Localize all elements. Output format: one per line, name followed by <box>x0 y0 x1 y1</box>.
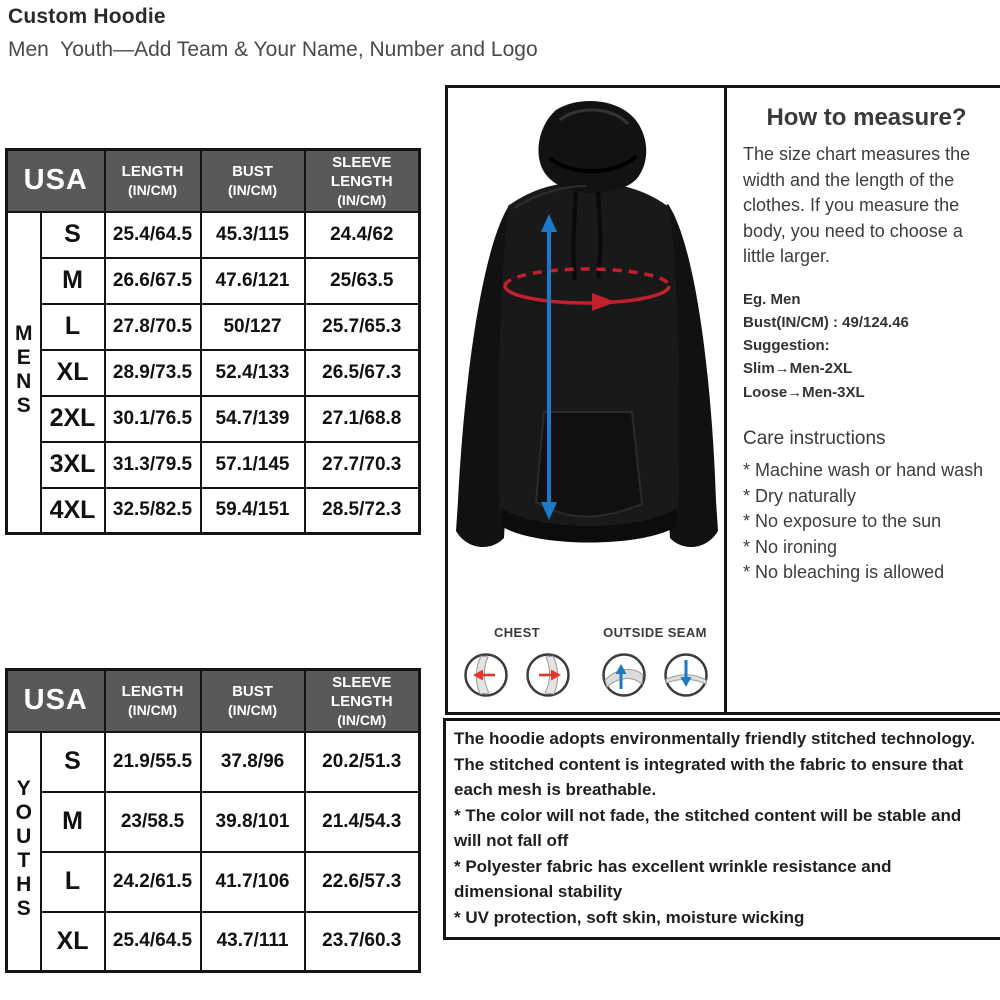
care-item: * No bleaching is allowed <box>743 562 945 583</box>
sleeve-cell: 28.5/72.3 <box>305 488 420 534</box>
length-cell: 32.5/82.5 <box>105 488 201 534</box>
size-cell: 3XL <box>41 442 105 488</box>
table-row <box>7 350 420 396</box>
description-bullet: * The color will not fade, the stitched content will be stable and will not fall off <box>454 805 962 850</box>
measure-example <box>743 288 990 404</box>
bust-cell: 50/127 <box>201 304 305 350</box>
youths-col-bust: BUST (IN/CM) <box>201 670 305 732</box>
care-list <box>743 458 990 586</box>
sleeve-cell: 25.7/65.3 <box>305 304 420 350</box>
youths-col-length: LENGTH (IN/CM) <box>105 670 201 732</box>
bust-cell: 47.6/121 <box>201 258 305 304</box>
chest-diagram <box>463 625 571 698</box>
sleeve-cell: 27.7/70.3 <box>305 442 420 488</box>
title-block <box>8 5 538 62</box>
chest-measure-right-icon <box>525 652 571 698</box>
size-cell: S <box>41 212 105 258</box>
length-cell: 27.8/70.5 <box>105 304 201 350</box>
page-subtitle: Men Youth—Add Team & Your Name, Number and Logo <box>8 38 538 61</box>
size-cell: 4XL <box>41 488 105 534</box>
mens-col-length: LENGTH (IN/CM) <box>105 150 201 212</box>
measure-heading: How to measure? <box>766 104 967 131</box>
bust-cell: 41.7/106 <box>201 852 305 912</box>
bust-cell: 43.7/111 <box>201 912 305 972</box>
sleeve-cell: 22.6/57.3 <box>305 852 420 912</box>
bust-cell: 39.8/101 <box>201 792 305 852</box>
page-title: Custom Hoodie <box>8 5 166 28</box>
product-description-box <box>443 718 1000 940</box>
hood <box>538 101 646 193</box>
length-cell: 31.3/79.5 <box>105 442 201 488</box>
outside-seam-label: OUTSIDE SEAM <box>603 625 707 640</box>
mens-header-row <box>7 150 420 212</box>
bust-cell: 45.3/115 <box>201 212 305 258</box>
sleeve-cell: 23.7/60.3 <box>305 912 420 972</box>
bust-cell: 54.7/139 <box>201 396 305 442</box>
kangaroo-pocket <box>536 412 642 517</box>
mens-size-table <box>5 148 421 535</box>
sleeve-cell: 21.4/54.3 <box>305 792 420 852</box>
drawstring-left <box>573 192 576 280</box>
length-cell: 24.2/61.5 <box>105 852 201 912</box>
description-intro: The hoodie adopts environmentally friendly stitched technology. The stitched content is integrated with the fabric to ensure that each mesh is breathable. <box>454 729 976 799</box>
bust-cell: 52.4/133 <box>201 350 305 396</box>
length-cell: 25.4/64.5 <box>105 212 201 258</box>
care-item: * No ironing <box>743 536 838 557</box>
table-row <box>7 396 420 442</box>
mens-col-bust: BUST (IN/CM) <box>201 150 305 212</box>
sleeve-cell: 20.2/51.3 <box>305 732 420 792</box>
description-bullet: * Polyester fabric has excellent wrinkle resistance and dimensional stability <box>454 856 892 901</box>
table-row <box>7 852 420 912</box>
chest-measure-left-icon <box>463 652 509 698</box>
example-line: Slim→Men-2XL <box>743 360 853 378</box>
length-cell: 23/58.5 <box>105 792 201 852</box>
length-cell: 26.6/67.5 <box>105 258 201 304</box>
measure-diagrams <box>448 625 724 698</box>
youths-usa-header: USA <box>7 670 105 732</box>
size-cell: L <box>41 304 105 350</box>
hoodie-image <box>448 96 724 566</box>
length-cell: 28.9/73.5 <box>105 350 201 396</box>
example-line: Suggestion: <box>743 337 830 355</box>
bust-cell: 59.4/151 <box>201 488 305 534</box>
how-to-measure-panel <box>727 85 1000 715</box>
size-cell: 2XL <box>41 396 105 442</box>
youths-header-row <box>7 670 420 732</box>
example-line: Bust(IN/CM) : 49/124.46 <box>743 313 909 331</box>
hoodie-illustration <box>448 96 724 566</box>
size-cell: M <box>41 258 105 304</box>
sleeve-cell: 25/63.5 <box>305 258 420 304</box>
table-row <box>7 212 420 258</box>
mens-col-sleeve: SLEEVE LENGTH (IN/CM) <box>305 150 420 212</box>
mens-group-label: MENS <box>12 321 36 418</box>
hoodie-illustration-box <box>445 85 727 715</box>
sleeve-cell: 26.5/67.3 <box>305 350 420 396</box>
youths-size-table <box>5 668 421 973</box>
description-bullet: * UV protection, soft skin, moisture wicking <box>454 907 805 927</box>
example-line: Loose→Men-3XL <box>743 383 865 401</box>
seam-measure-down-icon <box>663 652 709 698</box>
drawstring-right <box>598 192 600 278</box>
length-cell: 21.9/55.5 <box>105 732 201 792</box>
bust-cell: 57.1/145 <box>201 442 305 488</box>
bust-cell: 37.8/96 <box>201 732 305 792</box>
mens-group-cell <box>7 212 41 534</box>
chest-label: CHEST <box>493 625 541 640</box>
youths-group-cell <box>7 732 41 972</box>
seam-measure-up-icon <box>601 652 647 698</box>
measure-intro: The size chart measures the width and the length of the clothes. If you measure the body, you need to choose a little larger. <box>743 144 971 267</box>
table-row <box>7 304 420 350</box>
size-cell: XL <box>41 350 105 396</box>
sleeve-cell: 27.1/68.8 <box>305 396 420 442</box>
table-row <box>7 912 420 972</box>
outside-seam-diagram <box>601 625 709 698</box>
table-row <box>7 488 420 534</box>
table-row <box>7 732 420 792</box>
table-row <box>7 792 420 852</box>
mens-usa-header: USA <box>7 150 105 212</box>
length-cell: 25.4/64.5 <box>105 912 201 972</box>
length-cell: 30.1/76.5 <box>105 396 201 442</box>
size-cell: L <box>41 852 105 912</box>
care-item: * No exposure to the sun <box>743 511 942 532</box>
size-cell: M <box>41 792 105 852</box>
youths-group-label: YOUTHS <box>12 776 36 921</box>
sleeve-cell: 24.4/62 <box>305 212 420 258</box>
care-item: * Machine wash or hand wash <box>743 459 984 480</box>
care-item: * Dry naturally <box>743 485 857 506</box>
size-cell: XL <box>41 912 105 972</box>
youths-col-sleeve: SLEEVE LENGTH (IN/CM) <box>305 670 420 732</box>
table-row <box>7 442 420 488</box>
size-cell: S <box>41 732 105 792</box>
table-row <box>7 258 420 304</box>
example-line: Eg. Men <box>743 290 801 308</box>
care-heading: Care instructions <box>743 427 886 449</box>
